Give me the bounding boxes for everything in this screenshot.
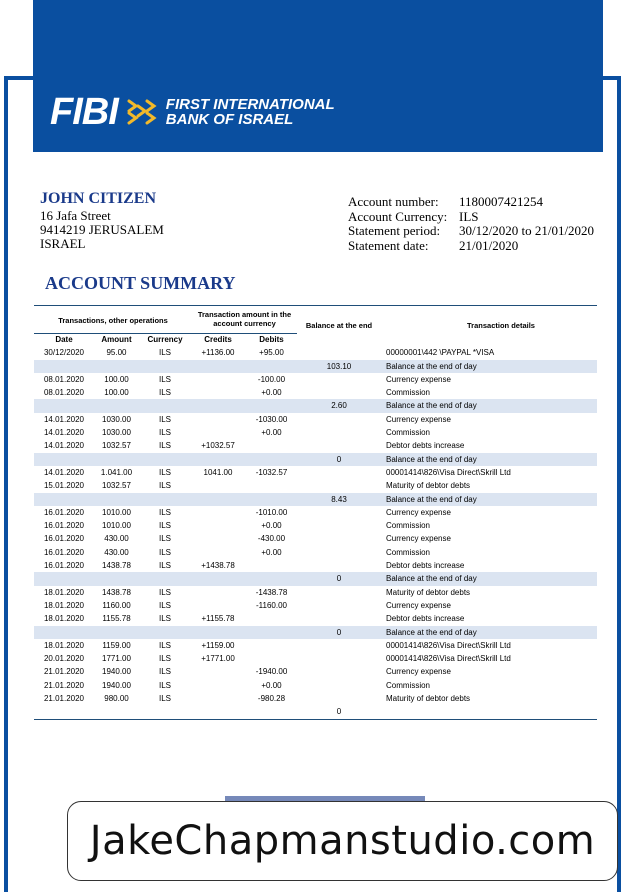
cell-details: Balance at the end of day <box>386 361 477 371</box>
statement-period-label: Statement period: <box>348 223 441 238</box>
cell-balance: 0 <box>336 454 342 464</box>
cell-debit: -430.00 <box>257 534 286 544</box>
cell-details: Commission <box>386 388 431 398</box>
cell-currency: ILS <box>158 467 171 477</box>
cell-amount: 100.00 <box>104 374 129 384</box>
cell-currency: ILS <box>158 694 171 704</box>
cell-details: Balance at the end of day <box>386 574 477 584</box>
cell-credit: +1032.57 <box>201 441 235 451</box>
cell-details: Balance at the end of day <box>386 627 477 637</box>
cell-date: 08.01.2020 <box>43 374 85 384</box>
cell-amount: 1940.00 <box>102 667 131 677</box>
cell-details: Currency expense <box>386 507 451 517</box>
cell-amount: 1.041.00 <box>100 467 133 477</box>
cell-currency: ILS <box>158 521 171 531</box>
cell-currency: ILS <box>158 414 171 424</box>
cell-balance: 103.10 <box>326 361 352 371</box>
watermark-banner: JakeChapmanstudio.com <box>67 801 618 881</box>
cell-date: 21.01.2020 <box>43 694 85 704</box>
customer-street: 16 Jafa Street <box>40 208 111 223</box>
col-date-header: Date <box>55 335 73 344</box>
cell-date: 16.01.2020 <box>43 547 85 557</box>
cell-date: 21.01.2020 <box>43 667 85 677</box>
cell-details: Balance at the end of day <box>386 494 477 504</box>
account-info <box>348 195 594 253</box>
table-row <box>34 532 597 545</box>
cell-debit: +0.00 <box>261 547 282 557</box>
cell-amount: 95.00 <box>106 348 127 358</box>
table-body <box>34 346 597 718</box>
cell-amount: 1771.00 <box>102 654 131 664</box>
col-credits-header: Credits <box>204 335 232 344</box>
cell-currency: ILS <box>158 348 171 358</box>
customer-city: 9414219 JERUSALEM <box>40 222 164 237</box>
cell-amount: 430.00 <box>104 547 129 557</box>
cell-currency: ILS <box>158 481 171 491</box>
cell-details: 00001414\826\Visa Direct\Skrill Ltd <box>386 654 511 664</box>
cell-details: Currency expense <box>386 374 451 384</box>
cell-balance: 0 <box>336 707 342 717</box>
balance-row <box>34 399 597 412</box>
cell-debit: -1160.00 <box>256 600 287 610</box>
cell-date: 08.01.2020 <box>43 388 85 398</box>
cell-debit: -1940.00 <box>255 667 288 677</box>
balance-row <box>34 572 597 585</box>
table-row <box>34 679 597 692</box>
cell-amount: 1159.00 <box>102 640 131 650</box>
cell-currency: ILS <box>158 428 171 438</box>
table-row <box>34 426 597 439</box>
cell-currency: ILS <box>158 561 171 571</box>
cell-currency: ILS <box>158 600 171 610</box>
cell-credit: 1041.00 <box>203 467 233 477</box>
logo-bank-name <box>166 97 335 127</box>
cell-date: 16.01.2020 <box>43 521 85 531</box>
table-row <box>34 599 597 612</box>
statement-date-label: Statement date: <box>348 237 429 253</box>
balance-row <box>34 453 597 466</box>
cell-debit: +0.00 <box>261 428 282 438</box>
logo-arrows-icon <box>126 97 160 127</box>
statement-date-row <box>348 239 594 254</box>
cell-amount: 1160.00 <box>102 600 131 610</box>
cell-details: Currency expense <box>386 600 451 610</box>
cell-balance: 2.60 <box>331 401 347 411</box>
cell-date: 18.01.2020 <box>43 587 85 597</box>
table-row <box>34 479 597 492</box>
section-title: ACCOUNT SUMMARY <box>45 273 236 293</box>
cell-currency: ILS <box>158 654 171 664</box>
cell-balance: 8.43 <box>331 494 347 504</box>
cell-debit: -1010.00 <box>255 507 288 517</box>
cell-date: 21.01.2020 <box>43 680 85 690</box>
cell-details: Currency expense <box>386 414 451 424</box>
cell-amount: 1032.57 <box>102 481 131 491</box>
cell-details: Debtor debts increase <box>386 441 465 451</box>
cell-details: Maturity of debtor debts <box>386 694 471 704</box>
cell-details: Balance at the end of day <box>386 401 477 411</box>
cell-currency: ILS <box>158 667 171 677</box>
cell-credit: +1136.00 <box>201 348 235 358</box>
cell-details: 00001414\826\Visa Direct\Skrill Ltd <box>386 467 511 477</box>
cell-amount: 1030.00 <box>102 414 131 424</box>
bank-logo <box>50 93 335 131</box>
table-row <box>34 612 597 625</box>
cell-details: Maturity of debtor debts <box>386 481 471 491</box>
cell-date: 16.01.2020 <box>43 561 85 571</box>
cell-details: Commission <box>386 547 431 557</box>
account-currency-value: ILS <box>459 208 479 224</box>
cell-currency: ILS <box>158 534 171 544</box>
cell-currency: ILS <box>158 547 171 557</box>
table-row <box>34 519 597 532</box>
statement-date-value: 21/01/2020 <box>459 237 519 253</box>
logo-abbreviation: FIBI <box>50 91 118 133</box>
account-number-value: 1180007421254 <box>459 194 544 209</box>
logo-line-1: FIRST INTERNATIONAL <box>165 96 335 113</box>
statement-period-row <box>348 224 594 239</box>
cell-date: 14.01.2020 <box>43 441 85 451</box>
cell-debit: +0.00 <box>261 680 282 690</box>
table-row <box>34 386 597 399</box>
cell-date: 16.01.2020 <box>43 507 85 517</box>
account-number-label: Account number: <box>348 194 439 209</box>
cell-date: 14.01.2020 <box>43 414 85 424</box>
cell-amount: 100.00 <box>104 388 129 398</box>
cell-currency: ILS <box>158 614 171 624</box>
cell-date: 18.01.2020 <box>43 600 85 610</box>
cell-balance: 0 <box>336 627 342 637</box>
cell-amount: 1030.00 <box>102 428 131 438</box>
cell-date: 18.01.2020 <box>43 640 85 650</box>
table-row <box>34 506 597 519</box>
table-row <box>34 413 597 426</box>
cell-credit: +1771.00 <box>201 654 235 664</box>
customer-address <box>40 189 164 251</box>
account-currency-label: Account Currency: <box>348 208 448 224</box>
cell-debit: -1032.57 <box>255 467 288 477</box>
table-row <box>34 373 597 386</box>
cell-details: 00000001\442 \PAYPAL *VISA <box>386 348 495 358</box>
account-number-row <box>348 195 594 210</box>
customer-country: ISRAEL <box>40 236 86 251</box>
cell-debit: -980.28 <box>257 694 286 704</box>
table-row <box>34 439 597 452</box>
cell-credit: +1438.78 <box>201 561 235 571</box>
cell-date: 14.01.2020 <box>43 428 85 438</box>
cell-debit: +0.00 <box>261 521 282 531</box>
table-row <box>34 665 597 678</box>
cell-currency: ILS <box>158 680 171 690</box>
table-row <box>34 466 597 479</box>
cell-details: Maturity of debtor debts <box>386 587 471 597</box>
customer-name: JOHN CITIZEN <box>40 190 157 207</box>
table-row <box>34 705 597 718</box>
table-row <box>34 586 597 599</box>
cell-amount: 1438.78 <box>102 587 131 597</box>
cell-amount: 1010.00 <box>102 521 131 531</box>
cell-details: Commission <box>386 428 431 438</box>
cell-details: Debtor debts increase <box>386 614 465 624</box>
cell-amount: 1155.78 <box>102 614 131 624</box>
cell-date: 16.01.2020 <box>43 534 85 544</box>
cell-balance: 0 <box>336 574 342 584</box>
account-currency-row <box>348 210 594 225</box>
table-column-header <box>34 333 597 346</box>
cell-currency: ILS <box>158 441 171 451</box>
group-header-amount: Transaction amount in the account currency <box>197 310 292 328</box>
balance-row <box>34 626 597 639</box>
cell-credit: +1155.78 <box>201 614 235 624</box>
cell-debit: -1438.78 <box>255 587 288 597</box>
cell-details: Currency expense <box>386 667 451 677</box>
cell-amount: 980.00 <box>104 694 129 704</box>
table-row <box>34 639 597 652</box>
col-currency-header: Currency <box>147 335 183 344</box>
cell-details: Commission <box>386 521 431 531</box>
balance-row <box>34 493 597 506</box>
cell-details: Currency expense <box>386 534 451 544</box>
table-group-header <box>34 306 597 333</box>
col-debits-header: Debits <box>259 335 284 344</box>
cell-debit: +0.00 <box>261 388 282 398</box>
cell-amount: 1438.78 <box>102 561 131 571</box>
cell-amount: 430.00 <box>104 534 129 544</box>
balance-row <box>34 360 597 373</box>
cell-details: Commission <box>386 680 431 690</box>
cell-details: Debtor debts increase <box>386 561 465 571</box>
cell-details: 00001414\826\Visa Direct\Skrill Ltd <box>386 640 511 650</box>
col-amount-header: Amount <box>101 335 132 344</box>
cell-debit: +95.00 <box>259 348 284 358</box>
cell-currency: ILS <box>158 507 171 517</box>
cell-date: 18.01.2020 <box>43 614 85 624</box>
statement-period-value: 30/12/2020 to 21/01/2020 <box>459 223 595 238</box>
cell-debit: -100.00 <box>257 374 286 384</box>
cell-amount: 1940.00 <box>102 680 131 690</box>
cell-details: Balance at the end of day <box>386 454 477 464</box>
cell-debit: -1030.00 <box>255 414 288 424</box>
logo-line-2: BANK OF ISRAEL <box>165 111 294 128</box>
cell-date: 15.01.2020 <box>43 481 85 491</box>
cell-amount: 1010.00 <box>102 507 131 517</box>
group-header-transactions: Transactions, other operations <box>58 316 168 325</box>
cell-date: 20.01.2020 <box>43 654 85 664</box>
cell-date: 14.01.2020 <box>43 467 85 477</box>
table-row <box>34 692 597 705</box>
table-row <box>34 559 597 572</box>
cell-currency: ILS <box>158 587 171 597</box>
cell-date: 30/12/2020 <box>43 348 85 358</box>
table-row <box>34 546 597 559</box>
table-row <box>34 346 597 359</box>
table-row <box>34 652 597 665</box>
cell-currency: ILS <box>158 374 171 384</box>
cell-currency: ILS <box>158 388 171 398</box>
details-header: Transaction details <box>467 321 535 330</box>
cell-amount: 1032.57 <box>102 441 131 451</box>
cell-currency: ILS <box>158 640 171 650</box>
cell-credit: +1159.00 <box>201 640 235 650</box>
transactions-table <box>34 305 597 720</box>
balance-header: Balance at the end <box>305 321 373 330</box>
